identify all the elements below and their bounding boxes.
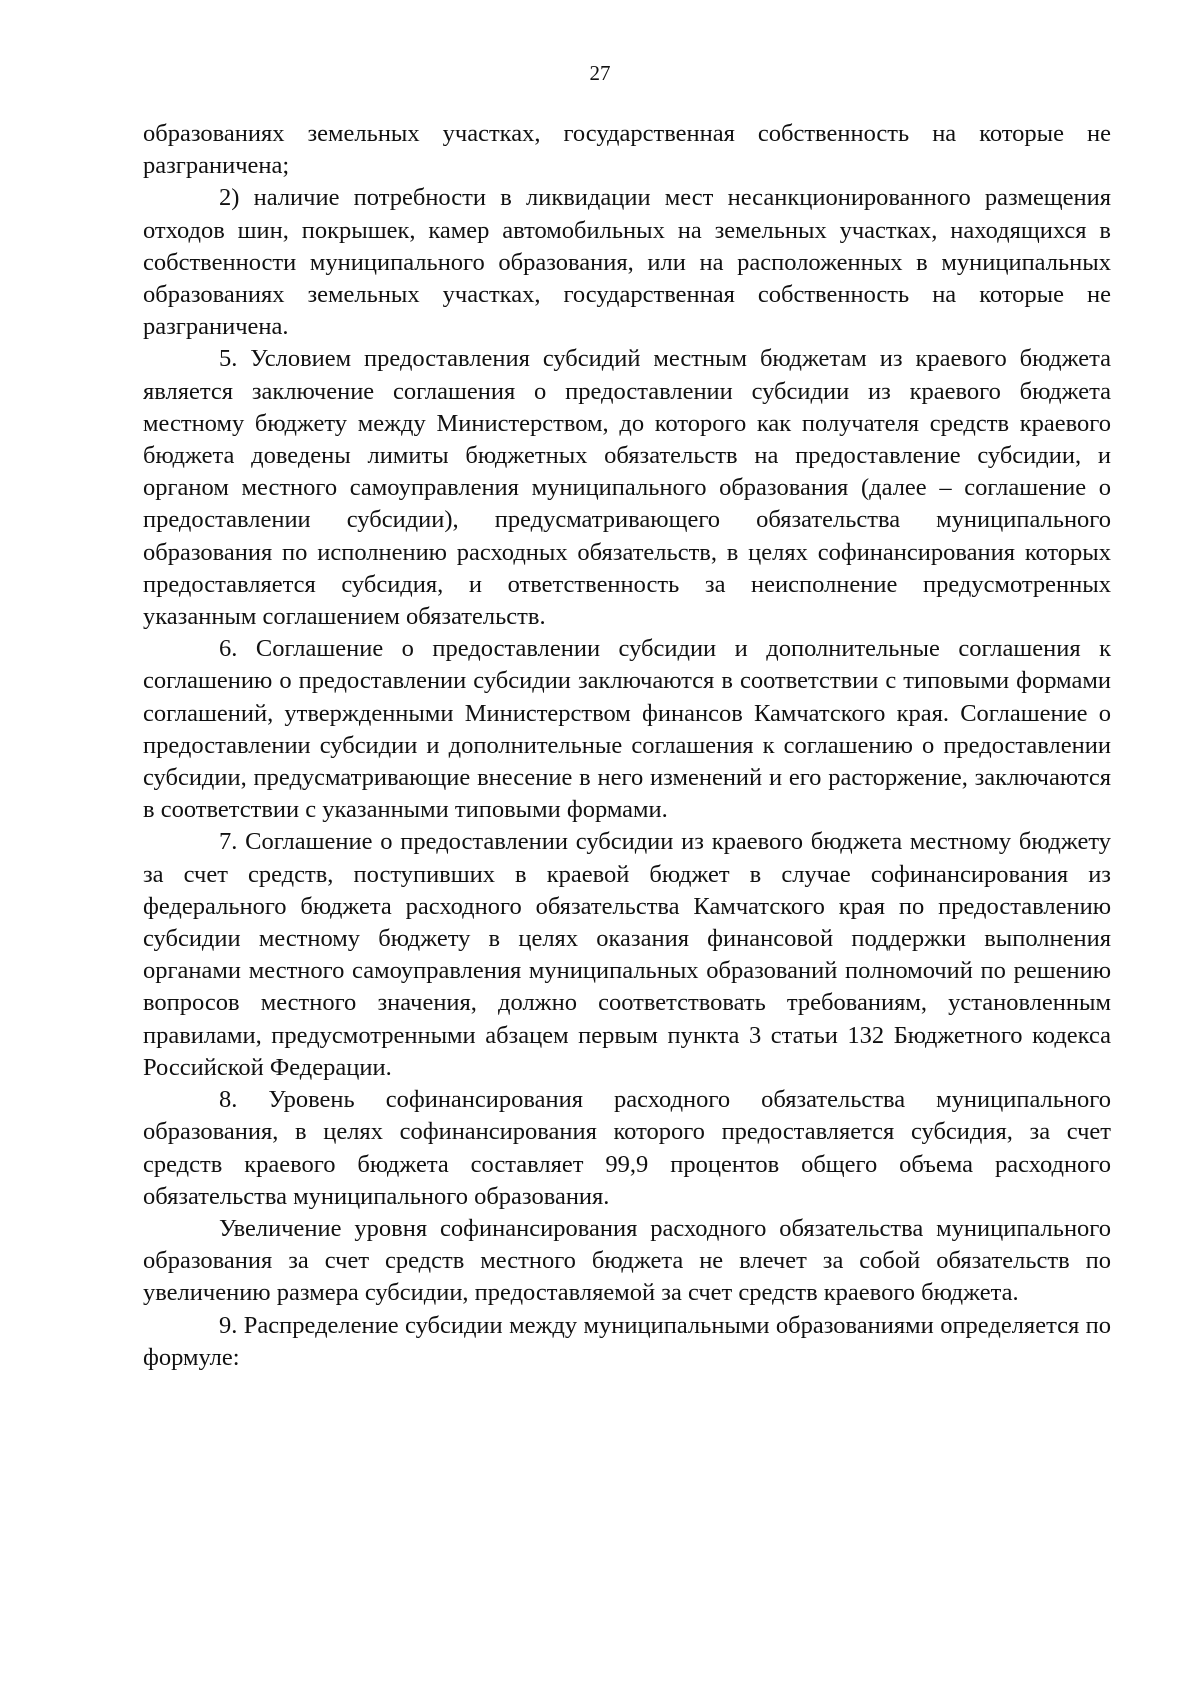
paragraph-9: 9. Распределение субсидии между муниципальными образованиями определяется по формуле: xyxy=(143,1311,1111,1371)
paragraph-8: 8. Уровень софинансирования расходного обязательства муниципального образования, в целях софинансирования которого предоставляется субсидия, за счет средств краевого бюджета составляет 99,9 процентов общего объема расходного обязательства муниципального образования. xyxy=(143,1086,1111,1210)
paragraph-5: 5. Условием предоставления субсидий местным бюджетам из краевого бюджета является заключение соглашения о предоставлении субсидии из краевого бюджета местному бюджету между Министерством, до которого как получателя средств краевого бюджета доведены лимиты бюджетных обязательств на предоставление субсидии, и органом местного самоуправления муниципального образования (далее – соглашение о предоставлении субсидии), предусматривающего обязательства муниципального образования по исполнению расходных обязательств, в целях софинансирования которых предоставляется субсидия, и ответственность за неисполнение предусмотренных указанным соглашением обязательств. xyxy=(143,345,1111,631)
page-number: 27 xyxy=(589,61,611,85)
document-body xyxy=(143,118,1111,1374)
paragraph-7: 7. Соглашение о предоставлении субсидии из краевого бюджета местному бюджету за счет средств, поступивших в краевой бюджет в случае софинансирования из федерального бюджета расходного обязательства Камчатского края по предоставлению субсидии местному бюджету в целях оказания финансовой поддержки выполнения органами местного самоуправления муниципальных образований полномочий по решению вопросов местного значения, должно соответствовать требованиям, установленным правилами, предусмотренными абзацем первым пункта 3 статьи 132 Бюджетного кодекса Российской Федерации. xyxy=(143,828,1111,1081)
paragraph-6: 6. Соглашение о предоставлении субсидии и дополнительные соглашения к соглашению о предоставлении субсидии заключаются в соответствии с типовыми формами соглашений, утвержденными Министерством финансов Камчатского края. Соглашение о предоставлении субсидии и дополнительные соглашения к соглашению о предоставлении субсидии, предусматривающие внесение в него изменений и его расторжение, заключаются в соответствии с указанными типовыми формами. xyxy=(143,635,1111,824)
paragraph-continuation: образованиях земельных участках, государственная собственность на которые не разграничена; xyxy=(143,120,1111,180)
paragraph-item-2: 2) наличие потребности в ликвидации мест несанкционированного размещения отходов шин, покрышек, камер автомобильных на земельных участках, находящихся в собственности муниципального образования, или на расположенных в муниципальных образованиях земельных участках, государственная собственность на которые не разграничена. xyxy=(143,184,1111,341)
paragraph-8-continuation: Увеличение уровня софинансирования расходного обязательства муниципального образования за счет средств местного бюджета не влечет за собой обязательств по увеличению размера субсидии, предоставляемой за счет средств краевого бюджета. xyxy=(143,1214,1111,1307)
